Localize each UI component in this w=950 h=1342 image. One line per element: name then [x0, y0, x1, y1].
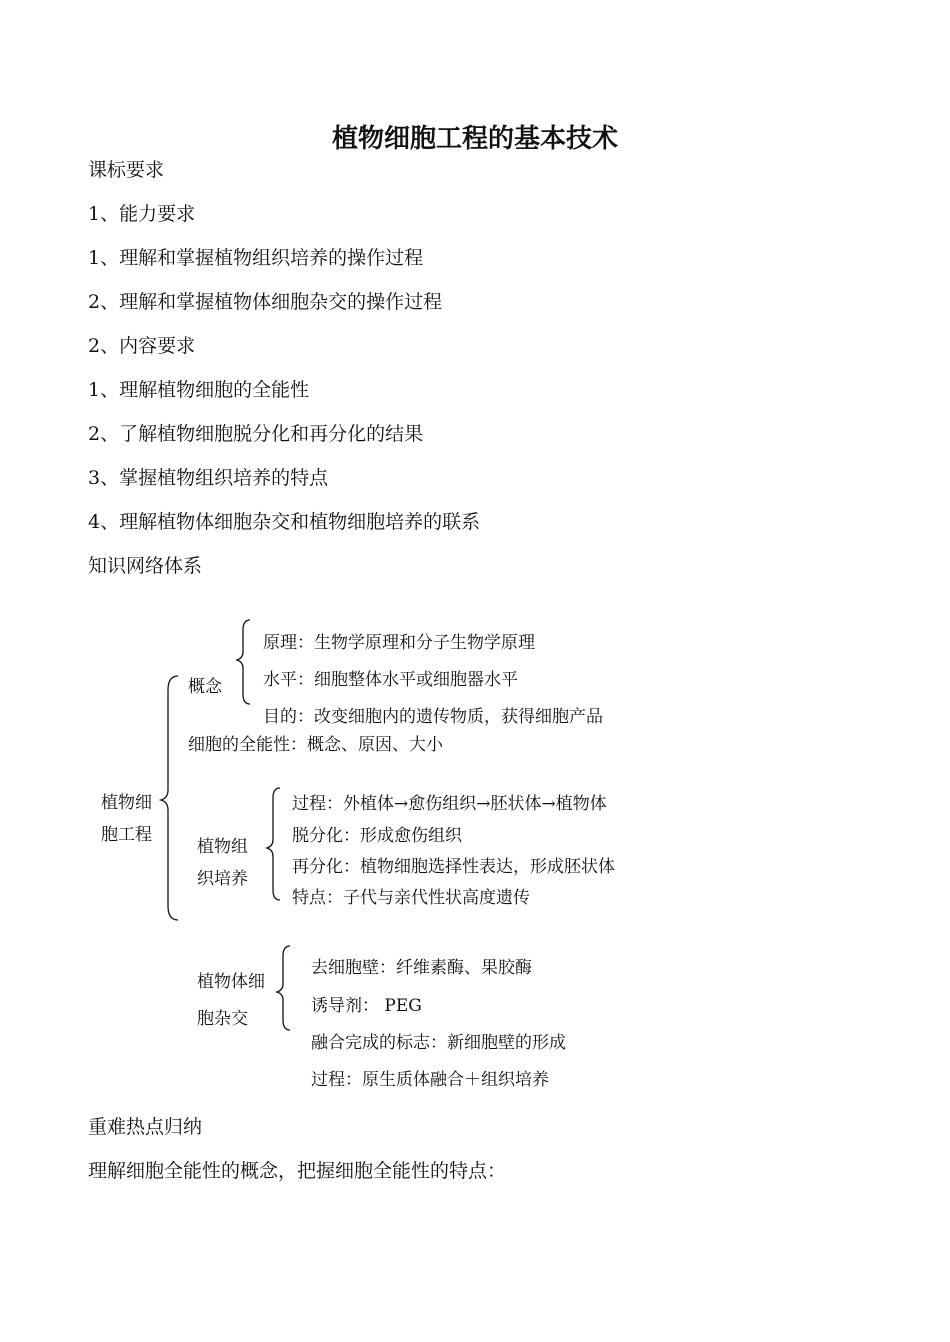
hybridization-process: 过程：原生质体融合＋组织培养 [311, 1070, 549, 1090]
page-title: 植物细胞工程的基本技术 [331, 124, 618, 154]
hybridization-label-line2: 胞杂交 [197, 1009, 248, 1029]
hybridization-label-line1: 植物体细 [197, 972, 265, 992]
concept-principle: 原理：生物学原理和分子生物学原理 [263, 633, 535, 653]
list-item: 3、掌握植物组织培养的特点 [88, 467, 329, 489]
subheading-content: 2、内容要求 [88, 335, 196, 357]
section-heading-knowledge-network: 知识网络体系 [88, 555, 203, 577]
root-label-line1: 植物细 [101, 793, 152, 813]
totipotency-node: 细胞的全能性：概念、原因、大小 [188, 735, 443, 755]
section-heading-key-points: 重难热点归纳 [88, 1116, 203, 1138]
concept-label: 概念 [188, 677, 222, 697]
section-heading-curriculum: 课标要求 [88, 159, 165, 181]
hybridization-wall-removal: 去细胞壁：纤维素酶、果胶酶 [311, 958, 532, 978]
tissue-culture-label-line2: 织培养 [197, 869, 248, 889]
list-item: 1、理解植物细胞的全能性 [88, 379, 310, 401]
tissue-culture-redifferentiation: 再分化：植物细胞选择性表达，形成胚状体 [292, 857, 615, 877]
paragraph-totipotency: 理解细胞全能性的概念，把握细胞全能性的特点： [88, 1160, 507, 1182]
list-item: 1、理解和掌握植物组织培养的操作过程 [88, 247, 424, 269]
hybridization-inducer: 诱导剂： PEG [311, 996, 422, 1016]
subheading-ability: 1、能力要求 [88, 203, 196, 225]
tissue-culture-feature: 特点：子代与亲代性状高度遗传 [292, 888, 530, 908]
concept-level: 水平：细胞整体水平或细胞器水平 [263, 670, 518, 690]
root-label-line2: 胞工程 [101, 825, 152, 845]
list-item: 4、理解植物体细胞杂交和植物细胞培养的联系 [88, 511, 481, 533]
list-item: 2、了解植物细胞脱分化和再分化的结果 [88, 423, 424, 445]
concept-purpose: 目的：改变细胞内的遗传物质，获得细胞产品 [263, 707, 603, 727]
list-item: 2、理解和掌握植物体细胞杂交的操作过程 [88, 291, 443, 313]
tissue-culture-label-line1: 植物组 [197, 837, 248, 857]
tissue-culture-process: 过程：外植体→愈伤组织→胚状体→植物体 [292, 794, 607, 814]
tissue-culture-dedifferentiation: 脱分化：形成愈伤组织 [292, 826, 462, 846]
hybridization-fusion-marker: 融合完成的标志：新细胞壁的形成 [311, 1033, 566, 1053]
